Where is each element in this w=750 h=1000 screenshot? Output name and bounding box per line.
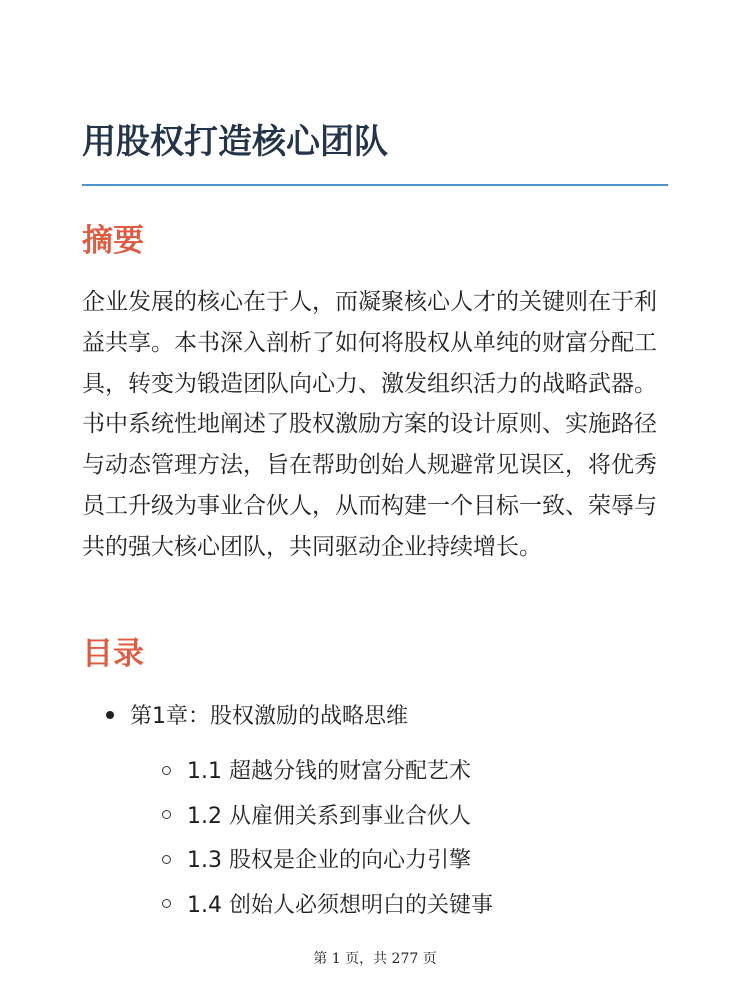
bullet-circle-icon bbox=[162, 899, 171, 908]
toc-section-item[interactable] bbox=[162, 889, 493, 934]
document-title: 用股权打造核心团队 bbox=[82, 122, 388, 162]
bullet-circle-icon bbox=[162, 766, 171, 775]
toc-chapter-label: 第1章：股权激励的战略思维 bbox=[130, 704, 408, 729]
summary-paragraph: 企业发展的核心在于人，而凝聚核心人才的关键则在于利益共享。本书深入剖析了如何将股权从单纯的财富分配工具，转变为锻造团队向心力、激发组织活力的战略武器。书中系统性地阐述了股权激励方案的设计原则、实施路径与动态管理方法，旨在帮助创始人规避常见误区，将优秀员工升级为事业合伙人，从而构建一个目标一致、荣辱与共的强大核心团队，共同驱动企业持续增长。 bbox=[82, 289, 657, 560]
toc-section-label: 1.2 从雇佣关系到事业合伙人 bbox=[187, 803, 471, 829]
toc-heading: 目录 bbox=[82, 636, 144, 672]
toc-section-item[interactable] bbox=[162, 755, 493, 800]
toc-section-label: 1.1 超越分钱的财富分配艺术 bbox=[187, 759, 471, 784]
toc-section-label: 1.3 股权是企业的向心力引擎 bbox=[187, 848, 471, 873]
title-divider bbox=[82, 184, 668, 186]
toc-chapter-1[interactable] bbox=[106, 700, 408, 734]
bullet-dot-icon bbox=[106, 711, 114, 719]
toc-section-label: 1.4 创始人必须想明白的关键事 bbox=[187, 892, 493, 918]
toc-section-item[interactable] bbox=[162, 844, 493, 889]
summary-heading: 摘要 bbox=[82, 223, 144, 259]
bullet-circle-icon bbox=[162, 855, 171, 864]
toc-section-item[interactable] bbox=[162, 800, 493, 845]
bullet-circle-icon bbox=[162, 810, 171, 819]
page-footer: 第 1 页，共 277 页 bbox=[313, 951, 437, 967]
toc-section-list bbox=[162, 755, 493, 933]
